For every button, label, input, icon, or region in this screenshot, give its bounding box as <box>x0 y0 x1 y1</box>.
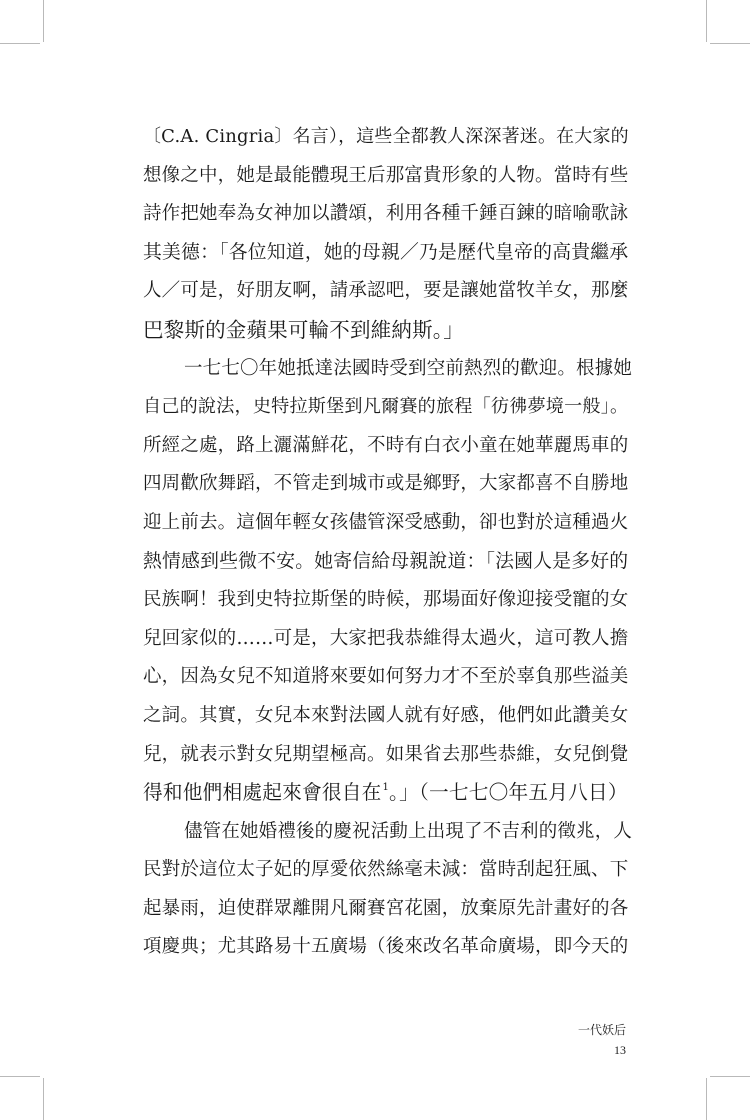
paragraph-2 <box>143 350 633 813</box>
text-fragment: 。」（一七七〇年五月八日） <box>389 781 628 805</box>
page-footer <box>578 1020 626 1060</box>
text-line-with-note <box>143 774 628 813</box>
footnote-marker: 1 <box>382 782 390 794</box>
running-title: 一代妖后 <box>577 1023 626 1037</box>
crop-mark-bottom-left <box>43 1078 44 1120</box>
text-line: 巴黎斯的金蘋果可輪不到維納斯。」 <box>143 317 464 342</box>
text-line: 〔C.A. Cingria〕名言），這些全都教人深深著迷。在大家的 <box>143 126 629 147</box>
text-line: 起暴雨，迫使群眾離開凡爾賽宮花園，放棄原先計畫好的各 <box>143 897 629 919</box>
text-line: 迎上前去。這個年輕女孩儘管深受感動，卻也對於這種過火 <box>143 511 629 533</box>
text-line: 儘管在她婚禮後的慶祝活動上出現了不吉利的徵兆，人 <box>184 820 633 842</box>
text-line: 人／可是，好朋友啊，請承認吧，要是讓她當牧羊女，那麼 <box>143 280 629 302</box>
text-line: 想像之中，她是最能體現王后那富貴形象的人物。當時有些 <box>143 164 629 186</box>
body-text <box>143 118 633 967</box>
crop-mark-left-bottom <box>0 1076 40 1077</box>
text-line: 項慶典；尤其路易十五廣場（後來改名革命廣場，即今天的 <box>143 936 629 958</box>
text-line: 民族啊！我到史特拉斯堡的時候，那場面好像迎接受寵的女 <box>143 589 629 611</box>
text-line: 兒，就表示對女兒期望極高。如果省去那些恭維，女兒倒覺 <box>143 743 629 765</box>
text-line: 自己的說法，史特拉斯堡到凡爾賽的旅程「彷彿夢境一般」。 <box>143 396 629 418</box>
text-line: 兒回家似的……可是，大家把我恭維得太過火，這可教人擔 <box>143 627 629 649</box>
text-line: 熱情感到些微不安。她寄信給母親說道：「法國人是多好的 <box>143 550 629 572</box>
text-line: 之詞。其實，女兒本來對法國人就有好感，他們如此讚美女 <box>143 704 629 726</box>
text-line: 民對於這位太子妃的厚愛依然絲毫未減：當時刮起狂風、下 <box>143 859 629 881</box>
crop-mark-bottom-right <box>706 1078 707 1120</box>
paragraph-1 <box>143 118 628 350</box>
text-line: 一七七〇年她抵達法國時受到空前熱烈的歡迎。根據她 <box>184 357 633 379</box>
text-line: 其美德：「各位知道，她的母親／乃是歷代皇帝的高貴繼承 <box>143 241 629 263</box>
crop-mark-left-top <box>0 43 40 44</box>
paragraph-3 <box>143 813 633 967</box>
text-fragment: 得和他們相處起來會很自在 <box>143 781 382 805</box>
crop-mark-right-top <box>710 43 750 44</box>
text-line: 四周歡欣舞蹈，不管走到城市或是鄉野，大家都喜不自勝地 <box>143 473 629 495</box>
text-line: 心，因為女兒不知道將來要如何努力才不至於辜負那些溢美 <box>143 666 629 688</box>
text-line: 所經之處，路上灑滿鮮花，不時有白衣小童在她華麗馬車的 <box>143 434 629 456</box>
crop-mark-top-right <box>706 0 707 42</box>
page-number: 13 <box>614 1043 626 1057</box>
crop-mark-top-left <box>43 0 44 42</box>
crop-mark-right-bottom <box>710 1076 750 1077</box>
text-line: 詩作把她奉為女神加以讚頌，利用各種千錘百鍊的暗喻歌詠 <box>143 203 629 225</box>
